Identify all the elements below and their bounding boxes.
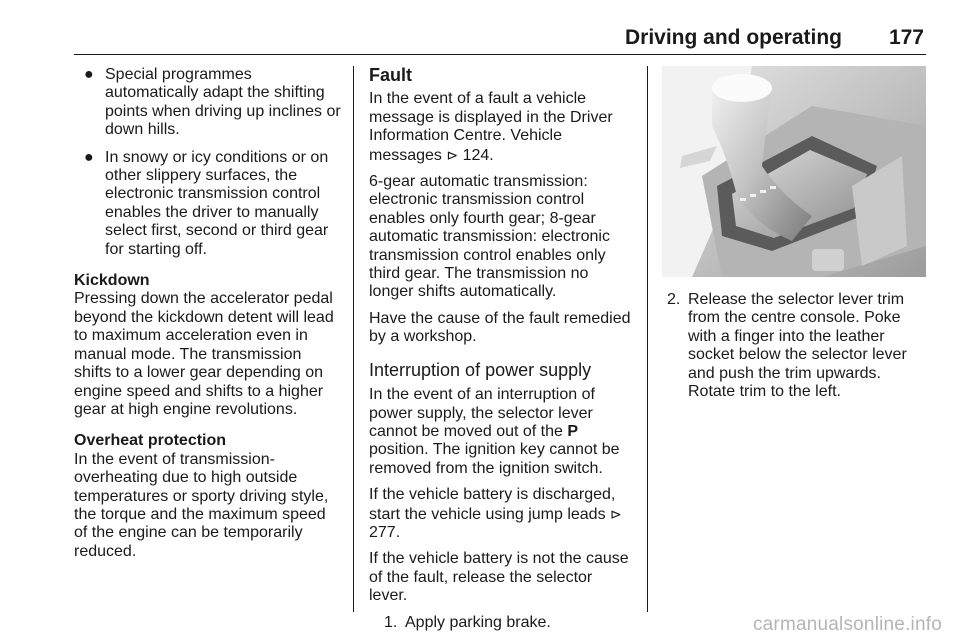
step-number: 1. (384, 613, 398, 631)
column-left (74, 66, 342, 569)
overheat-text: In the event of transmission-overheating due to high outside temperatures or sporty driving style, the torque and the maximum speed of the engine can be temporarily reduced. (74, 450, 329, 560)
page-reference-icon: ⊳ (446, 146, 459, 163)
column-middle (369, 66, 634, 632)
page-reference-icon: ⊳ (610, 505, 622, 522)
page-reference[interactable]: 277. (369, 523, 401, 541)
bullet-dot: ● (84, 148, 94, 166)
bullet-text: Special programmes automatically adapt the shifting points when driving up inclines or down hills. (105, 66, 341, 139)
page-header (74, 26, 926, 55)
page-number: 177 (888, 26, 924, 49)
watermark: carmanualsonline.info (752, 614, 942, 635)
kickdown-heading: Kickdown (74, 272, 150, 290)
interruption-paragraph-3: If the vehicle battery is not the cause of the fault, release the selector lever. (369, 550, 629, 605)
gear-p-label: P (567, 422, 579, 440)
column-divider-1 (353, 66, 354, 612)
bullet-dot: ● (84, 66, 94, 83)
bullet-item (74, 149, 342, 259)
bullet-item (74, 66, 342, 140)
kickdown-text: Pressing down the accelerator pedal beyond the kickdown detent will lead to maximum acceleration even in manual mode. The transmission shifts to a lower gear depending on engine speed and shifts to a higher gear at high engine revolutions. (74, 290, 334, 418)
step-text: Apply parking brake. (405, 613, 551, 631)
fault-heading: Fault (369, 65, 412, 85)
page-reference[interactable]: 124. (462, 146, 494, 164)
overheat-heading: Overheat protection (74, 432, 227, 450)
interruption-heading: Interruption of power supply (369, 359, 592, 380)
step-number: 2. (667, 291, 681, 308)
section-title: Driving and operating (624, 26, 842, 49)
step-text: Release the selector lever trim from the centre console. Poke with a finger into the leather socket below the selector lever and push the trim upwards. Rotate trim to the left. (688, 291, 907, 401)
fault-paragraph-1: In the event of a fault a vehicle message is displayed in the Driver Information Centre. Vehicle messages ⊳ 124. (369, 90, 613, 164)
column-divider-2 (647, 66, 648, 612)
step-item (379, 614, 634, 632)
selector-lever-photo (662, 66, 926, 277)
bullet-text: In snowy or icy conditions or on other slippery surfaces, the electronic transmission control enables the driver to manually select first, second or third gear for starting off. (105, 148, 329, 258)
fault-paragraph-3: Have the cause of the fault remedied by a workshop. (369, 309, 631, 346)
interruption-paragraph-2: If the vehicle battery is discharged, start the vehicle using jump leads ⊳ 277. (369, 486, 622, 541)
fault-paragraph-2: 6-gear automatic transmission: electronic transmission control enables only fourth gear; 8-gear automatic transmission: electronic transmission control enables only third gear. The transmission no longer shifts automatically. (369, 173, 610, 301)
step-item (662, 291, 926, 401)
interruption-paragraph-1: In the event of an interruption of power supply, the selector lever cannot be moved out of the P position. The ignition key cannot be removed from the ignition switch. (369, 386, 620, 477)
column-right (662, 66, 926, 401)
